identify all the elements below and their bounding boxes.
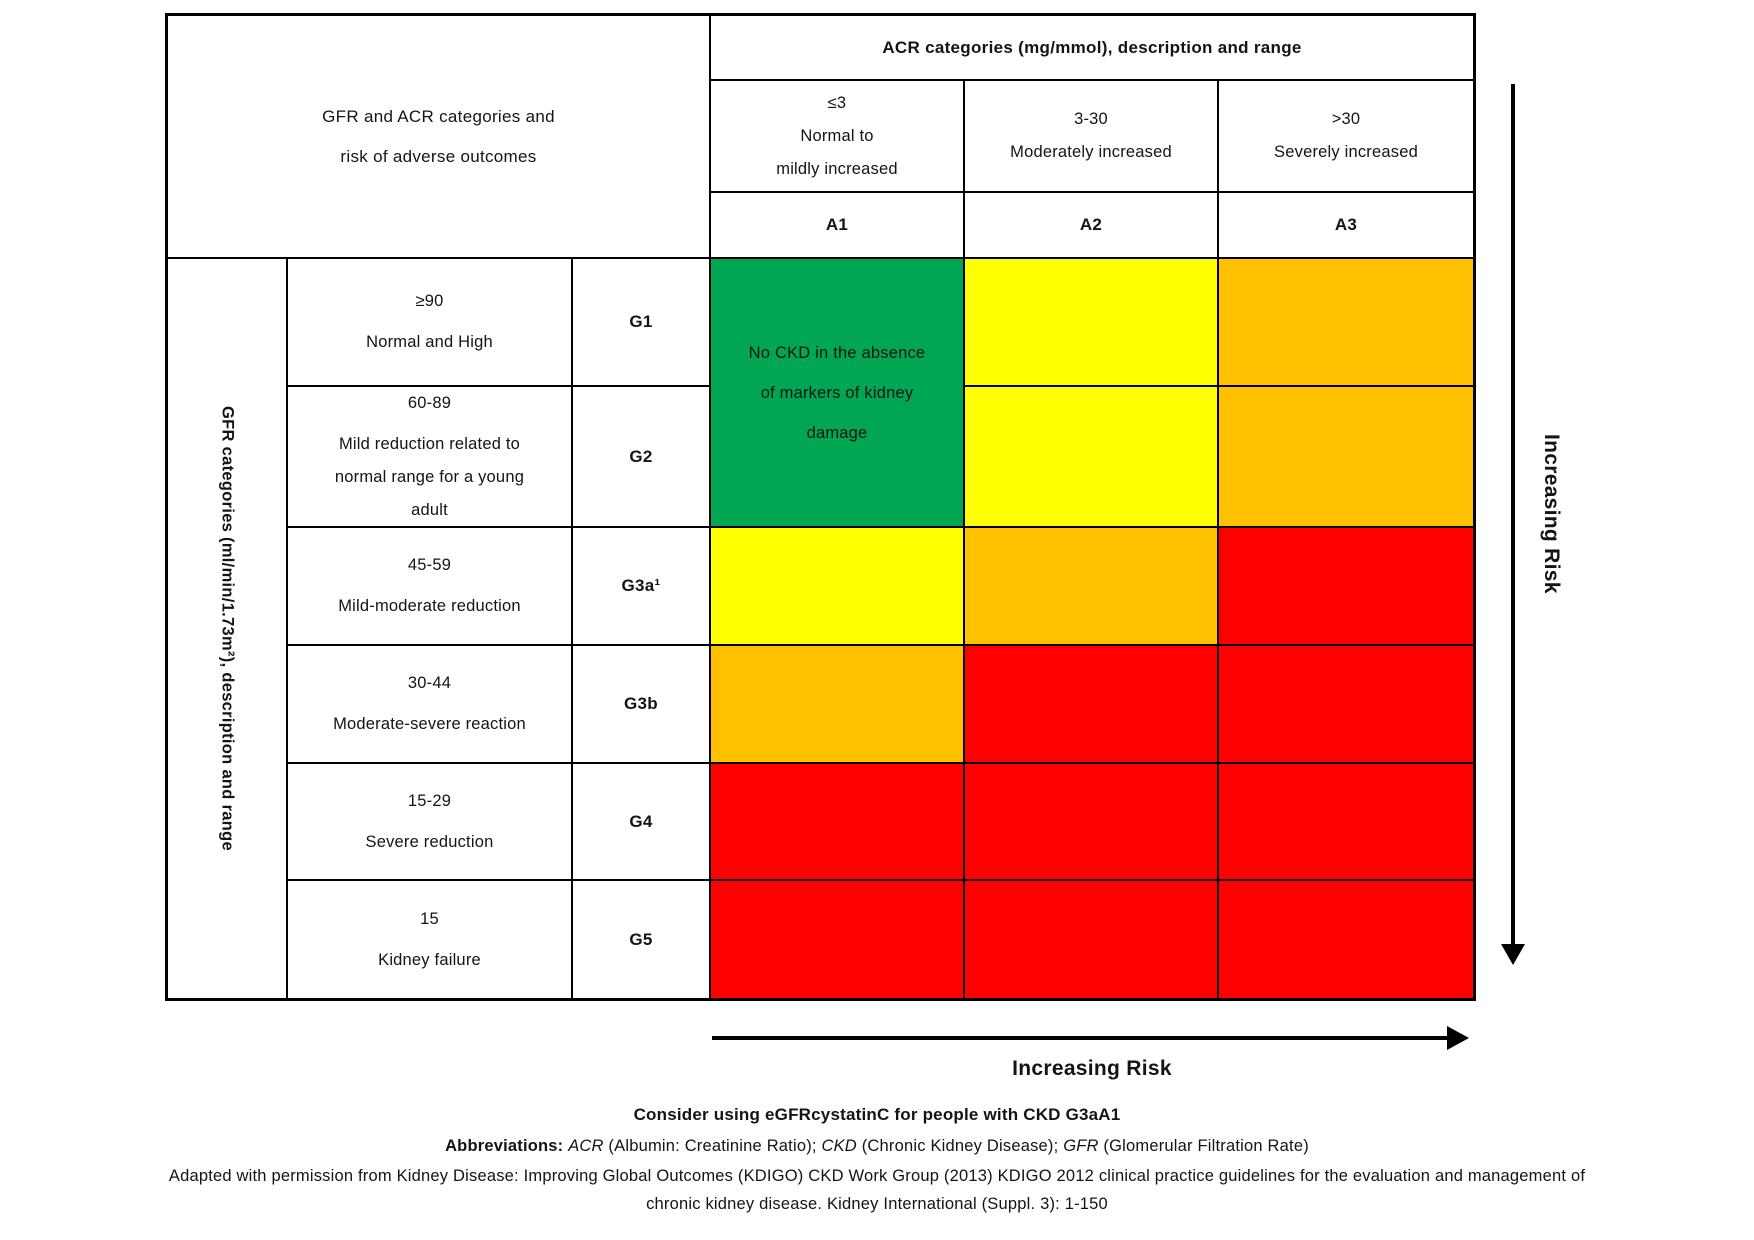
gfr-axis-label: GFR categories (ml/min/1.73m²), description and range <box>218 406 237 851</box>
increasing-risk-horizontal-arrowhead-icon <box>1447 1026 1469 1050</box>
acr-code-a3: A3 <box>1219 193 1473 259</box>
gfr-axis-label-cell <box>168 259 288 998</box>
acr-col-a1-description <box>711 81 965 193</box>
source-citation-line1: Adapted with permission from Kidney Disease: Improving Global Outcomes (KDIGO) CKD Work Group (2013) KDIGO 2012 clinical practice guidelines for the evaluation and management of <box>168 1167 1586 1185</box>
risk-cell-g4-a2 <box>965 764 1219 881</box>
gfr-code-g4: G4 <box>573 764 711 881</box>
risk-cell-g5-a3 <box>1219 881 1473 998</box>
risk-cell-g3a-a1 <box>711 528 965 646</box>
acr-a1-range: ≤3 <box>827 93 847 112</box>
g3b-name-line: Moderate-severe reaction <box>333 715 526 733</box>
acr-code-a1: A1 <box>711 193 965 259</box>
abbr-def-acr: (Albumin: Creatinine Ratio); <box>608 1137 817 1155</box>
g3b-range: 30-44 <box>407 674 452 692</box>
risk-cell-g3b-a1 <box>711 646 965 764</box>
abbr-def-gfr: (Glomerular Filtration Rate) <box>1103 1137 1309 1155</box>
corner-header-line2: risk of adverse outcomes <box>340 146 537 166</box>
no-ckd-text-line: damage <box>806 423 868 442</box>
acr-a2-range: 3-30 <box>1074 110 1108 128</box>
g4-name-line: Severe reduction <box>365 832 494 851</box>
acr-a2-desc-line: Moderately increased <box>1010 143 1172 161</box>
acr-a3-desc-line: Severely increased <box>1274 143 1418 161</box>
risk-table <box>165 13 1476 1001</box>
no-ckd-text-line: of markers of kidney <box>760 383 914 402</box>
risk-cell-g1g2-a1-no-ckd <box>711 259 965 528</box>
acr-a1-desc-line: mildly increased <box>776 159 898 178</box>
footnote-egfr-cystatinc: Consider using eGFRcystatinC for people with CKD G3aA1 <box>633 1105 1121 1124</box>
gfr-row-g5-description <box>288 881 573 998</box>
risk-cell-g3a-a3 <box>1219 528 1473 646</box>
gfr-code-g1: G1 <box>573 259 711 387</box>
abbr-term-gfr: GFR <box>1063 1137 1099 1155</box>
no-ckd-text-line: No CKD in the absence <box>748 343 926 362</box>
risk-cell-g3a-a2 <box>965 528 1219 646</box>
abbreviations-label: Abbreviations: <box>445 1137 564 1155</box>
gfr-code-g3a: G3a¹ <box>573 528 711 646</box>
increasing-risk-vertical-arrow-line <box>1511 84 1515 944</box>
acr-col-a3-description <box>1219 81 1473 193</box>
g3a-range: 45-59 <box>407 556 452 574</box>
increasing-risk-vertical-label-wrap <box>1528 84 1574 944</box>
g2-range: 60-89 <box>407 393 452 412</box>
g4-range: 15-29 <box>407 791 452 810</box>
abbr-term-ckd: CKD <box>821 1137 857 1155</box>
risk-cell-g2-a3 <box>1219 387 1473 528</box>
risk-cell-g4-a1 <box>711 764 965 881</box>
risk-cell-g4-a3 <box>1219 764 1473 881</box>
g5-range: 15 <box>420 909 439 928</box>
abbr-term-acr: ACR <box>568 1137 604 1155</box>
g1-range: ≥90 <box>415 292 444 310</box>
gfr-row-g1-description <box>288 259 573 387</box>
g5-name-line: Kidney failure <box>378 950 481 969</box>
acr-col-a2-description <box>965 81 1219 193</box>
risk-cell-g1-a2 <box>965 259 1219 387</box>
acr-a3-range: >30 <box>1331 110 1361 128</box>
risk-cell-g5-a1 <box>711 881 965 998</box>
gfr-row-g3a-description <box>288 528 573 646</box>
gfr-code-g5: G5 <box>573 881 711 998</box>
increasing-risk-horizontal-arrow-line <box>712 1036 1447 1040</box>
g1-name-line: Normal and High <box>366 333 493 351</box>
risk-cell-g1-a3 <box>1219 259 1473 387</box>
g3a-name-line: Mild-moderate reduction <box>338 597 521 615</box>
acr-code-a2: A2 <box>965 193 1219 259</box>
gfr-row-g4-description <box>288 764 573 881</box>
acr-categories-title: ACR categories (mg/mmol), description and range <box>711 16 1473 81</box>
g2-name-line: Mild reduction related to <box>338 434 521 453</box>
abbreviations-line <box>0 1137 1754 1156</box>
gfr-code-g2: G2 <box>573 387 711 528</box>
risk-cell-g3b-a2 <box>965 646 1219 764</box>
abbr-def-ckd: (Chronic Kidney Disease); <box>861 1137 1059 1155</box>
increasing-risk-vertical-label: Increasing Risk <box>1540 434 1563 594</box>
source-citation-line2: chronic kidney disease. Kidney International (Suppl. 3): 1-150 <box>646 1195 1108 1213</box>
corner-header-cell <box>168 16 711 259</box>
risk-cell-g5-a2 <box>965 881 1219 998</box>
increasing-risk-vertical-arrowhead-icon <box>1501 944 1525 965</box>
gfr-row-g2-description <box>288 387 573 528</box>
increasing-risk-horizontal-label: Increasing Risk <box>1012 1057 1172 1080</box>
g2-name-line: normal range for a young <box>334 467 525 486</box>
corner-header-line1: GFR and ACR categories and <box>322 106 555 126</box>
gfr-row-g3b-description <box>288 646 573 764</box>
g2-name-line: adult <box>411 500 448 519</box>
acr-a1-desc-line: Normal to <box>800 126 874 145</box>
risk-cell-g2-a2 <box>965 387 1219 528</box>
risk-cell-g3b-a3 <box>1219 646 1473 764</box>
gfr-code-g3b: G3b <box>573 646 711 764</box>
